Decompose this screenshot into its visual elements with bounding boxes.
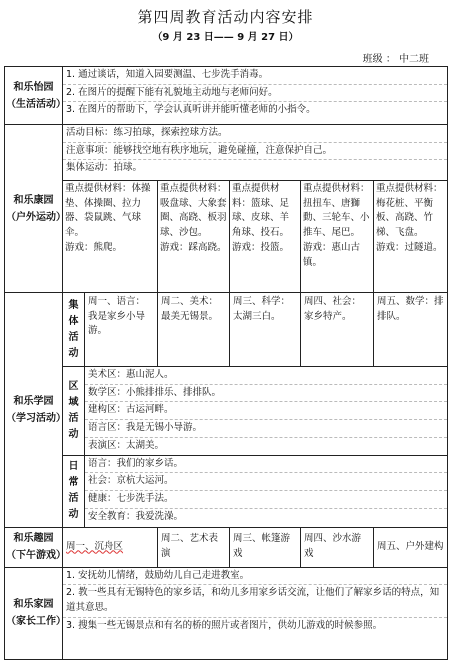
daily-item: 健康：七步洗手法。 bbox=[85, 491, 447, 509]
area-label-text: 区域活动 bbox=[68, 380, 79, 440]
section-outdoor-name: 和乐康园 bbox=[13, 194, 54, 206]
outdoor-material bbox=[158, 181, 230, 293]
area-item: 美术区：惠山泥人。 bbox=[85, 367, 447, 385]
area-label bbox=[63, 367, 85, 456]
daily-item: 语言：我们的家乡话。 bbox=[85, 456, 447, 474]
material-game: 游戏：投篮。 bbox=[232, 241, 290, 253]
outdoor-goal: 活动目标：练习拍球，探索控球方法。 bbox=[63, 125, 447, 143]
collective-item: 周五、数学：排排队。 bbox=[374, 293, 448, 367]
material-game: 游戏：踩高跷。 bbox=[160, 241, 227, 253]
material-text: 重点提供材料：篮球、足球、皮球、羊角球、投石。 bbox=[232, 183, 290, 239]
section-learning-name: 和乐学园 bbox=[13, 395, 54, 407]
section-life-sub: （生活活动） bbox=[6, 98, 66, 110]
life-item: 1. 通过谈话，知道入园要测温、七步洗手消毒。 bbox=[63, 67, 447, 85]
area-item: 数学区：小熊排排乐、排排队。 bbox=[85, 385, 447, 403]
section-life-content bbox=[63, 67, 448, 125]
afternoon-item bbox=[63, 527, 158, 567]
daily-item: 安全教育：我爱洗澡。 bbox=[88, 510, 184, 522]
outdoor-material bbox=[63, 181, 158, 293]
page-title: 第四周教育活动内容安排 bbox=[137, 8, 314, 26]
material-game: 游戏：熊爬。 bbox=[65, 241, 123, 253]
outdoor-info bbox=[63, 125, 448, 181]
collective-item: 周四、社会：家乡特产。 bbox=[301, 293, 374, 367]
section-afternoon-sub: （下午游戏） bbox=[6, 550, 66, 562]
life-item: 2. 在图片的提醒下能有礼貌地主动地与老师问好。 bbox=[63, 85, 447, 103]
family-item: 2. 教一些具有无锡特色的家乡话，和幼儿多用家乡话交流，让他们了解家乡话的特点，知道其意思。 bbox=[63, 585, 447, 617]
section-outdoor-sub: （户外运动） bbox=[6, 211, 66, 223]
section-family-sub: （家长工作） bbox=[6, 616, 66, 628]
section-afternoon-header bbox=[5, 527, 66, 567]
schedule-table bbox=[4, 66, 448, 660]
outdoor-material bbox=[230, 181, 301, 293]
collective-item: 周二、美术：最美无锡景。 bbox=[158, 293, 230, 367]
section-family-name: 和乐家园 bbox=[13, 599, 54, 611]
daily-content bbox=[85, 455, 448, 527]
section-learning-sub: （学习活动） bbox=[6, 412, 66, 424]
afternoon-item: 周五、户外建构 bbox=[374, 527, 448, 567]
outdoor-note: 注意事项：能够找空地有秩序地玩，避免碰撞，注意保护自己。 bbox=[63, 143, 447, 161]
daily-label bbox=[63, 455, 85, 527]
daily-label-text: 日常活动 bbox=[68, 461, 79, 521]
material-text: 重点提供材料：梅花桩、平衡板、高跷、竹梯、飞盘。 bbox=[376, 183, 443, 239]
family-item: 3. 搜集一些无锡景点和有名的桥的照片或者图片，供幼儿游戏的时候参照。 bbox=[66, 619, 383, 631]
collective-item: 周三、科学：太湖三白。 bbox=[230, 293, 301, 367]
material-text: 重点提供材料：吸盘球、大象套圈、高跷、板羽球、沙包。 bbox=[160, 183, 227, 239]
material-game: 游戏：惠山古镇。 bbox=[303, 241, 361, 268]
material-text: 重点提供材料：扭扭车、唐獅動、三轮车、小推车、尾巴。 bbox=[303, 183, 370, 239]
afternoon-item-text: 周一、沉舟区 bbox=[66, 540, 124, 552]
collective-label-text: 集体活动 bbox=[68, 299, 79, 359]
afternoon-item: 周三、帐篷游戏 bbox=[230, 527, 301, 567]
section-family-content bbox=[63, 567, 448, 659]
life-item: 3. 在图片的帮助下，学会认真听讲并能听懂老师的小指令。 bbox=[66, 104, 316, 116]
section-life-name: 和乐怡园 bbox=[13, 81, 54, 93]
date-range: （9 月 23 日—— 9 月 27 日） bbox=[152, 32, 299, 43]
material-game: 游戏：过隧道。 bbox=[376, 241, 443, 253]
area-item: 表演区：太湖美。 bbox=[88, 439, 165, 451]
section-outdoor-header bbox=[5, 125, 66, 293]
section-life-header bbox=[5, 67, 66, 125]
area-item: 语言区：我是无锡小导游。 bbox=[85, 420, 447, 438]
afternoon-item: 周四、沙水游戏 bbox=[301, 527, 374, 567]
material-text: 重点提供材料：体操垫、体操圈、拉力器、袋鼠跳、气球伞。 bbox=[65, 183, 151, 239]
section-learning-header bbox=[5, 293, 66, 528]
section-afternoon-name: 和乐趣园 bbox=[13, 533, 54, 545]
outdoor-group: 集体运动：拍球。 bbox=[66, 162, 143, 174]
outdoor-material bbox=[301, 181, 374, 293]
area-content bbox=[85, 367, 448, 456]
section-family-header bbox=[5, 567, 66, 659]
class-label: 班级 ： 中二班 bbox=[362, 54, 429, 65]
outdoor-material bbox=[374, 181, 448, 293]
family-item: 1. 安抚幼儿情绪，鼓励幼儿自己走进教室。 bbox=[63, 568, 447, 586]
daily-item: 社会：京杭大运河。 bbox=[85, 473, 447, 491]
afternoon-item: 周二、艺术表演 bbox=[158, 527, 230, 567]
area-item: 建构区：古运河畔。 bbox=[85, 402, 447, 420]
collective-label bbox=[63, 293, 85, 367]
collective-item: 周一、语言：我是家乡小导游。 bbox=[85, 293, 158, 367]
